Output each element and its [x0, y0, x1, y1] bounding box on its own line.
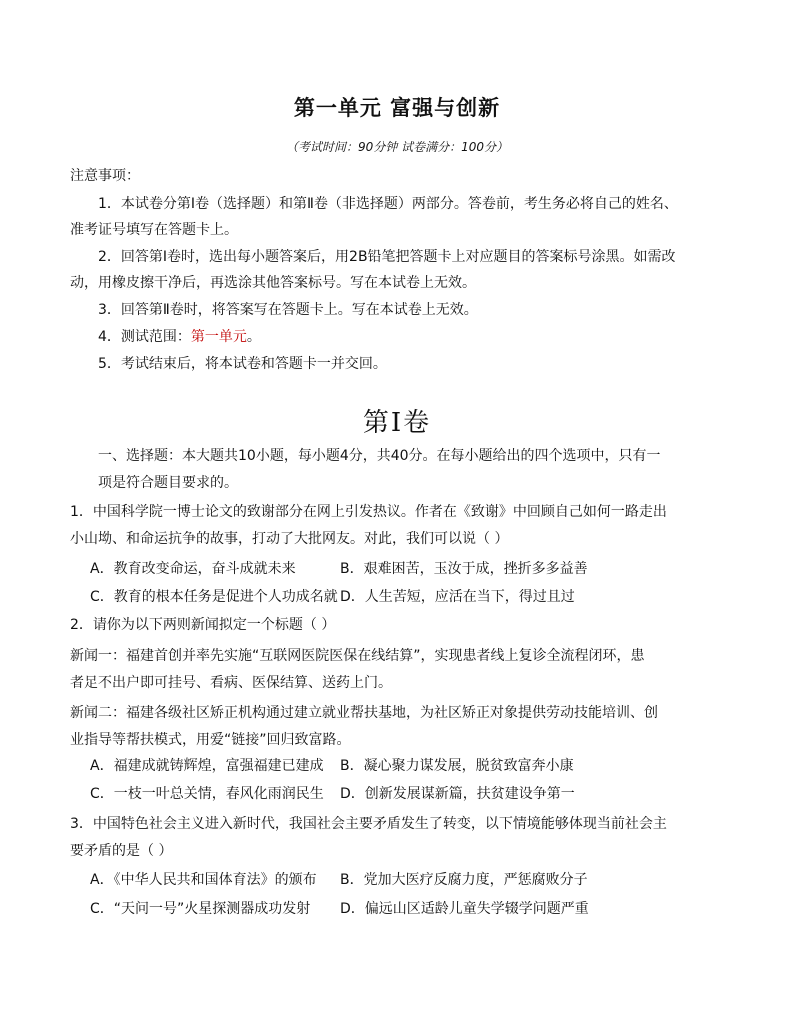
question-3-line-2: 要矛盾的是（ ）: [70, 843, 173, 859]
question-3-option-b: B．党加大医疗反腐力度，严惩腐败分子: [340, 872, 588, 888]
notice-item-2-line-2: 动，用橡皮擦干净后，再选涂其他答案标号。写在本试卷上无效。: [70, 275, 476, 291]
question-1-line-1: 1．中国科学院一博士论文的致谢部分在网上引发热议。作者在《致谢》中回顾自己如何一路走出: [70, 504, 667, 520]
question-1-line-2: 小山坳、和命运抗争的故事，打动了大批网友。对此，我们可以说（ ）: [70, 531, 509, 547]
notice-item-2-line-1: 2．回答第Ⅰ卷时，选出每小题答案后，用2B铅笔把答题卡上对应题目的答案标号涂黑。如需改: [98, 249, 676, 265]
notice-item-3: 3．回答第Ⅱ卷时，将答案写在答题卡上。写在本试卷上无效。: [98, 302, 478, 318]
question-2-option-d: D．创新发展谋新篇，扶贫建设争第一: [340, 786, 575, 802]
section-instruction-line-2: 项是符合题目要求的。: [98, 475, 238, 491]
question-2-option-c: C．一枝一叶总关情，春风化雨润民生: [90, 786, 324, 802]
question-3-option-d: D．偏远山区适龄儿童失学辍学问题严重: [340, 901, 589, 917]
test-scope-highlight: 第一单元: [190, 329, 247, 345]
notice-item-1-line-2: 准考证号填写在答题卡上。: [70, 222, 238, 238]
question-3-line-1: 3．中国特色社会主义进入新时代，我国社会主要矛盾发生了转变，以下情境能够体现当前社会主: [70, 816, 667, 832]
question-2-news-2-line-1: 新闻二：福建各级社区矫正机构通过建立就业帮扶基地，为社区矫正对象提供劳动技能培训、创: [70, 705, 658, 721]
exam-title: 第一单元 富强与创新: [293, 96, 501, 120]
section-instruction-line-1: 一、选择题：本大题共10小题，每小题4分，共40分。在每小题给出的四个选项中，只有一: [98, 448, 661, 464]
question-3-option-a: A．《中华人民共和国体育法》的颁布: [90, 872, 317, 888]
question-2-stem: 2．请你为以下两则新闻拟定一个标题（ ）: [70, 617, 336, 633]
question-1-option-d: D．人生苦短，应活在当下，得过且过: [340, 589, 575, 605]
question-2-news-2-line-2: 业指导等帮扶模式，用爱“链接”回归致富路。: [70, 732, 351, 748]
question-1-option-a: A．教育改变命运，奋斗成就未来: [90, 561, 296, 577]
question-2-news-1-line-1: 新闻一：福建首创并率先实施“互联网医院医保在线结算”，实现患者线上复诊全流程闭环，患: [70, 648, 645, 664]
notice-item-4-prefix: 4．测试范围：: [98, 329, 191, 345]
question-2-option-b: B．凝心聚力谋发展，脱贫致富奔小康: [340, 758, 574, 774]
notice-item-4-suffix: 。: [246, 329, 261, 345]
notice-heading: 注意事项：: [70, 168, 140, 184]
question-2-news-1-line-2: 者足不出户即可挂号、看病、医保结算、送药上门。: [70, 675, 392, 691]
notice-item-4: [98, 328, 261, 346]
exam-subtitle: （考试时间：90分钟 试卷满分：100分）: [286, 140, 508, 154]
question-1-option-c: C．教育的根本任务是促进个人功成名就: [90, 589, 338, 605]
section-title: 第Ⅰ卷: [362, 408, 432, 438]
question-1-option-b: B．艰难困苦，玉汝于成，挫折多多益善: [340, 561, 588, 577]
question-2-option-a: A．福建成就铸辉煌，富强福建已建成: [90, 758, 324, 774]
notice-item-5: 5．考试结束后，将本试卷和答题卡一并交回。: [98, 356, 387, 372]
notice-item-1-line-1: 1．本试卷分第Ⅰ卷（选择题）和第Ⅱ卷（非选择题）两部分。答卷前，考生务必将自己的姓名、: [98, 196, 678, 212]
question-3-option-c: C．“天问一号”火星探测器成功发射: [90, 901, 311, 917]
